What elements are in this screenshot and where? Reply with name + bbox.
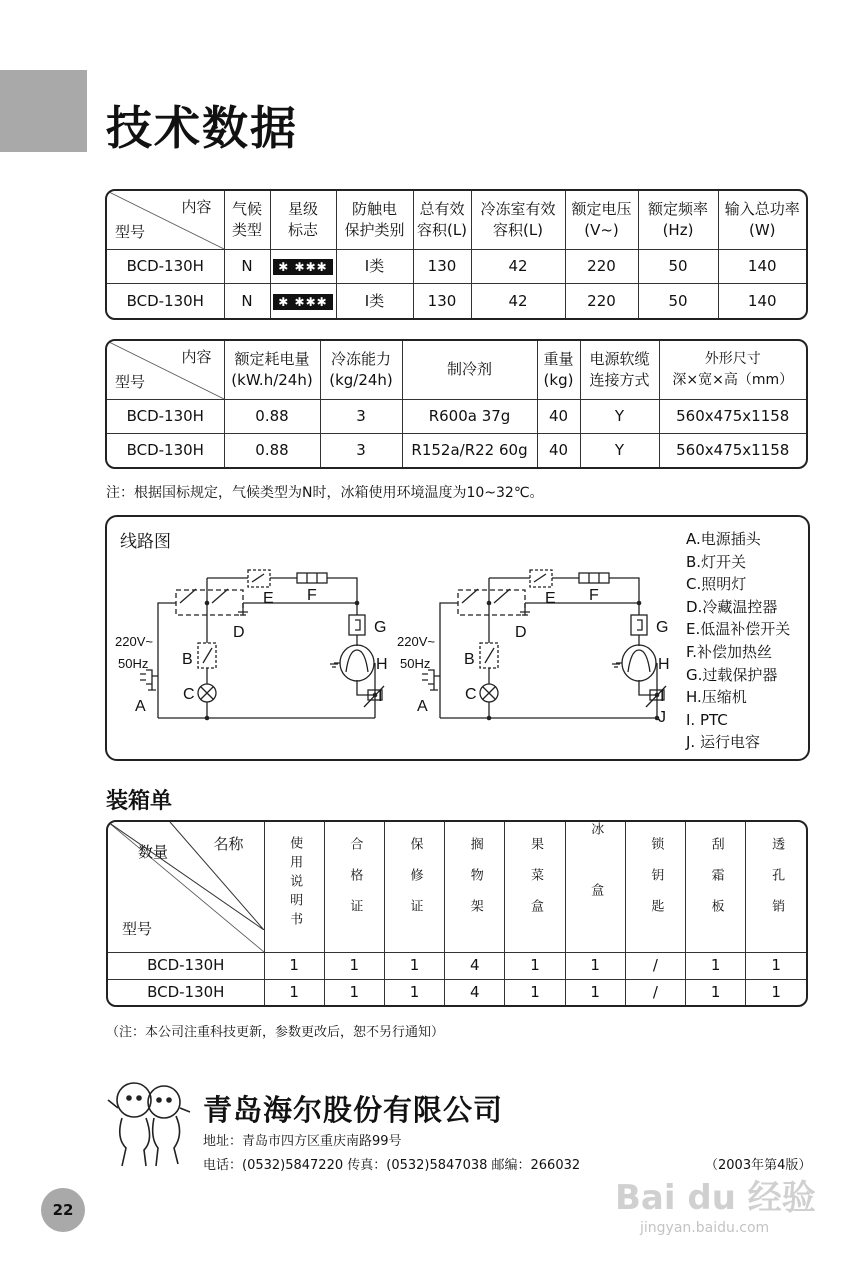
label-B: B [464, 651, 475, 668]
text-cell: 型号 [122, 920, 153, 938]
text-cell: 1 [384, 953, 444, 980]
text-cell: Y [580, 399, 659, 433]
packing-table [106, 820, 808, 1007]
text-cell: 透孔销 [769, 836, 785, 930]
text-cell: 50 [638, 284, 718, 318]
label-C: C [183, 686, 195, 703]
text-cell: N [224, 284, 270, 318]
text-cell: 40 [537, 433, 580, 467]
company-address: 地址：青岛市四方区重庆南路99号 [203, 1134, 402, 1149]
text-cell: 560x475x1158 [659, 433, 806, 467]
text-cell: BCD-130H [108, 979, 264, 1005]
text-cell: 1 [686, 953, 746, 980]
text-cell: C.照明灯 [686, 575, 747, 594]
text-cell: BCD-130H [107, 399, 224, 433]
text-cell: J. 运行电容 [686, 733, 760, 752]
text-cell: 1 [746, 979, 806, 1005]
text-cell: B.灯开关 [686, 552, 747, 571]
text-cell: 防触电 [351, 199, 397, 218]
header-cell [565, 822, 625, 953]
text-cell: 0.88 [224, 433, 320, 467]
text-cell: 3 [320, 399, 402, 433]
text-cell: 连接方式 [589, 370, 650, 389]
text-cell: 1 [505, 979, 565, 1005]
label-I: I [378, 688, 383, 705]
text-cell: (Hz) [662, 220, 694, 239]
label-A: A [135, 698, 146, 715]
text-cell: BCD-130H [107, 433, 224, 467]
text-cell: 容积(L) [492, 220, 544, 239]
label-J: J [658, 709, 666, 726]
text-cell: 4 [445, 979, 505, 1005]
text-cell: 标志 [287, 220, 318, 239]
text-cell: A.电源插头 [686, 530, 761, 548]
text-cell: 型号 [115, 372, 146, 391]
label-F: F [589, 587, 599, 604]
text-cell: 搁物架 [467, 836, 483, 930]
text-cell: 使用说明书 [287, 835, 303, 931]
text-cell: 电源软缆 [589, 349, 650, 368]
edition: （2003年第4版） [705, 1158, 812, 1173]
text-cell: F.补偿加热丝 [686, 642, 772, 661]
text-cell: 1 [505, 953, 565, 980]
text-cell: 名称 [213, 835, 244, 853]
label-H: H [376, 656, 388, 673]
text-cell: 130 [413, 249, 471, 284]
circuit-title: 线路图 [120, 532, 171, 552]
text-cell: 220 [565, 249, 638, 284]
star-rating-icon: ✱ ✱✱✱ [273, 259, 332, 275]
footnote: （注：本公司注重科技更新，参数更改后，恕不另行通知） [106, 1025, 445, 1040]
header-cell [746, 822, 806, 953]
text-cell: 1 [686, 979, 746, 1005]
text-cell: 输入总功率 [724, 199, 800, 218]
text-cell: 锁钥匙 [648, 836, 664, 930]
text-cell: 合格证 [347, 836, 363, 930]
label-I: I [660, 688, 665, 705]
text-cell: 刮霜板 [708, 836, 724, 930]
label-E: E [263, 590, 274, 607]
header-cell [686, 822, 746, 953]
text-cell: D.冷藏温控器 [686, 597, 778, 616]
text-cell: 额定电压 [571, 199, 632, 218]
climate-note: 注：根据国标规定，气候类型为N时，冰箱使用环境温度为10~32℃。 [106, 485, 544, 501]
text-cell: 1 [324, 953, 384, 980]
text-cell: 制冷剂 [446, 360, 492, 379]
star-rating-icon: ✱ ✱✱✱ [273, 294, 332, 310]
text-cell: 冷冻室有效 [480, 199, 556, 218]
text-cell: (W) [748, 220, 776, 239]
text-cell: 4 [445, 953, 505, 980]
text-cell: 重量 [543, 349, 574, 368]
watermark: Bai du 经验 [615, 1178, 816, 1218]
text-cell: 数量 [138, 843, 169, 861]
text-cell: 额定频率 [647, 199, 708, 218]
label-D: D [515, 624, 527, 641]
text-cell: Ⅰ. PTC [686, 710, 728, 729]
text-cell: 220 [565, 284, 638, 318]
text-cell: (V~) [584, 220, 619, 239]
header-cell [445, 822, 505, 953]
label-G: G [374, 619, 387, 636]
text-cell: 冰盒 [588, 822, 604, 944]
label-C: C [465, 686, 477, 703]
header-cell [264, 822, 324, 953]
voltage-label: 220V~ [115, 634, 153, 649]
text-cell: Y [580, 433, 659, 467]
text-cell: 1 [264, 979, 324, 1005]
text-cell: 1 [264, 953, 324, 980]
frequency-label: 50Hz [400, 656, 431, 671]
text-cell: BCD-130H [107, 284, 224, 318]
text-cell: / [625, 953, 685, 980]
junction-dots [205, 601, 660, 721]
company-name: 青岛海尔股份有限公司 [203, 1093, 504, 1127]
text-cell: 额定耗电量 [234, 349, 310, 368]
text-cell: Ⅰ类 [336, 249, 413, 284]
text-cell: H.压缩机 [686, 688, 747, 707]
table-row [108, 953, 806, 980]
text-cell: 保修证 [407, 836, 423, 930]
text-cell: (kW.h/24h) [231, 370, 313, 389]
circuit-legend [686, 528, 790, 754]
haier-brothers-logo [104, 1078, 194, 1170]
text-cell: 保护类别 [344, 220, 405, 239]
table-row [108, 979, 806, 1005]
text-cell: R600a 37g [402, 399, 537, 433]
text-cell: G.过载保护器 [686, 665, 778, 684]
watermark-url: jingyan.baidu.com [640, 1220, 770, 1236]
frequency-label: 50Hz [118, 656, 149, 671]
text-cell: 50 [638, 249, 718, 284]
label-B: B [182, 651, 193, 668]
corner-model: 型号 [115, 222, 146, 241]
header-cell [324, 822, 384, 953]
text-cell: 42 [471, 284, 565, 318]
text-cell: / [625, 979, 685, 1005]
text-cell: 深×宽×高（mm） [672, 371, 794, 388]
text-cell: 140 [718, 284, 806, 318]
text-cell: 总有效 [419, 199, 465, 218]
text-cell: 0.88 [224, 399, 320, 433]
label-D: D [233, 624, 245, 641]
text-cell: R152a/R22 60g [402, 433, 537, 467]
text-cell: 1 [746, 953, 806, 980]
text-cell: BCD-130H [107, 249, 224, 284]
text-cell: 星级 [287, 199, 318, 218]
text-cell: 1 [324, 979, 384, 1005]
text-cell: BCD-130H [108, 953, 264, 980]
label-H: H [658, 656, 670, 673]
text-cell: 560x475x1158 [659, 399, 806, 433]
header-cell [384, 822, 444, 953]
label-A: A [417, 698, 428, 715]
text-cell: 40 [537, 399, 580, 433]
text-cell: 气候 [231, 199, 262, 218]
header-cell [505, 822, 565, 953]
header-cell [625, 822, 685, 953]
label-G: G [656, 619, 669, 636]
text-cell: (kg/24h) [329, 370, 393, 389]
company-contact: 电话：(0532)5847220 传真：(0532)5847038 邮编：266032 [203, 1158, 581, 1173]
corner-content: 内容 [181, 198, 212, 216]
text-cell: 130 [413, 284, 471, 318]
voltage-label: 220V~ [397, 634, 435, 649]
text-cell: 140 [718, 249, 806, 284]
text-cell: N [224, 249, 270, 284]
text-cell: 1 [565, 979, 625, 1005]
text-cell: 1 [384, 979, 444, 1005]
text-cell: Ⅰ类 [336, 284, 413, 318]
text-cell: 1 [565, 953, 625, 980]
label-E: E [545, 590, 556, 607]
text-cell: 类型 [231, 220, 262, 239]
text-cell: 果菜盒 [527, 836, 543, 930]
text-cell: 冷冻能力 [330, 349, 391, 368]
text-cell: 外形尺寸 [704, 350, 761, 367]
text-cell: E.低温补偿开关 [686, 620, 791, 639]
text-cell: 3 [320, 433, 402, 467]
text-cell: (kg) [543, 370, 574, 389]
text-cell: 容积(L) [416, 220, 468, 239]
packing-list-title: 装箱单 [106, 789, 173, 814]
label-F: F [307, 587, 317, 604]
header-corner [108, 822, 264, 953]
page-number: 22 [41, 1188, 85, 1232]
text-cell: 42 [471, 249, 565, 284]
page-title: 技术数据 [106, 101, 298, 155]
text-cell: 内容 [181, 348, 212, 366]
